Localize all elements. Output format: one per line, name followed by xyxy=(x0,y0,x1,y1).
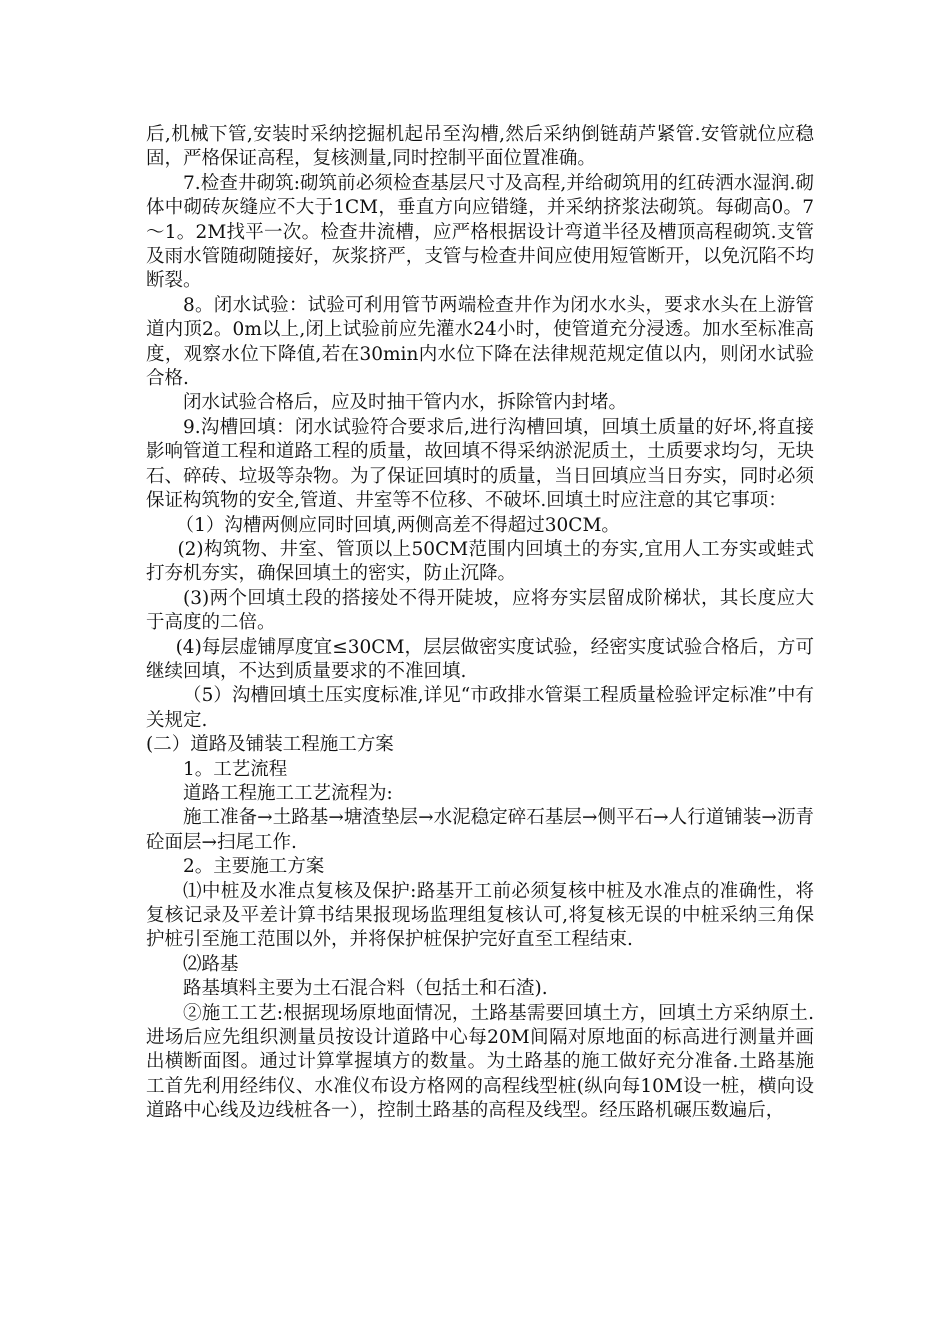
paragraph-process-flow-intro: 道路工程施工工艺流程为: xyxy=(183,782,393,804)
paragraph-center-stake-check: ⑴中桩及水准点复核及保护:路基开工前必须复核中桩及水准点的准确性，将复核记录及平差计算书结果报现场监理组复核认可,将复核无误的中桩采纳三角保护桩引至施工范围以外，并将保护桩保护完好直至工程结束. xyxy=(146,880,814,951)
subheading-roadbed: ⑵路基 xyxy=(183,953,239,975)
paragraph-construction-process: ②施工工艺:根据现场原地面情况，土路基需要回填土方，回填土方采纳原土.进场后应先组织测量员按设计道路中心每20M间隔对原地面的标高进行测量并画出横断面图。通过计算掌握填方的数量。为土路基的施工做好充分准备.土路基施工首先利用经纬仪、水准仪布设方格网的高程线型桩(纵向每10M设一桩，横向设道路中心线及边线桩各一），控制土路基的高程及线型。经压路机碾压数遍后， xyxy=(146,1002,814,1122)
list-item-backfill-4: (4)每层虚铺厚度宜≤30CM，层层做密实度试验，经密实度试验合格后，方可继续回填，不达到质量要求的不准回填. xyxy=(146,636,814,682)
section-heading-road-paving: (二）道路及铺装工程施工方案 xyxy=(146,734,394,756)
list-item-backfill-3: (3)两个回填土段的搭接处不得开陡坡，应将夯实层留成阶梯状，其长度应大于高度的二倍。 xyxy=(146,587,814,634)
list-item-backfill-1: （1）沟槽两侧应同时回填,两侧高差不得超过30CM。 xyxy=(175,514,620,536)
subheading-process-flow: 1。工艺流程 xyxy=(183,758,288,780)
document-body xyxy=(146,123,814,1124)
paragraph-trench-backfill: 9.沟槽回填：闭水试验符合要求后,进行沟槽回填，回填土质量的好坏,将直接影响管道工程和道路工程的质量，故回填不得采纳淤泥质土，土质要求均匀，无块石、碎砖、垃圾等杂物。为了保证回填时的质量，当日回填应当日夯实，同时必须保证构筑物的安全,管道、井室等不位移、不破坏.回填土时应注意的其它事项： xyxy=(146,416,814,512)
paragraph-closed-water-test: 8。闭水试验：试验可利用管节两端检查井作为闭水水头，要求水头在上游管道内顶2。0m以上,闭上试验前应先灌水24小时，使管道充分浸透。加水至标准高度，观察水位下降值,若在30min内水位下降在法律规范规定值以内，则闭水试验合格. xyxy=(146,294,814,390)
paragraph-process-flow-steps: 施工准备→土路基→塘渣垫层→水泥稳定碎石基层→侧平石→人行道铺装→沥青砼面层→扫尾工作. xyxy=(146,807,814,853)
subheading-main-construction-plan: 2。主要施工方案 xyxy=(183,856,325,878)
paragraph-closed-water-test-pass: 闭水试验合格后，应及时抽干管内水，拆除管内封堵。 xyxy=(183,392,628,414)
paragraph-roadbed-fill: 路基填料主要为土石混合料（包括土和石渣). xyxy=(183,978,548,1000)
paragraph-pipe-laying-continued: 后,机械下管,安装时采纳挖掘机起吊至沟槽,然后采纳倒链葫芦紧管.安管就位应稳固，严格保证高程，复核测量,同时控制平面位置准确。 xyxy=(146,124,814,170)
paragraph-inspection-well-masonry: 7.检查井砌筑:砌筑前必须检查基层尺寸及高程,并给砌筑用的红砖洒水湿润.砌体中砌砖灰缝应不大于1CM，垂直方向应错缝，并采纳挤浆法砌筑。每砌高0。7～1。2M找平一次。检查井流槽，应严格根据设计弯道半径及槽顶高程砌筑.支管及雨水管随砌随接好，灰浆挤严，支管与检查井间应使用短管断开，以免沉陷不均断裂。 xyxy=(146,172,814,292)
list-item-backfill-2: (2)构筑物、井室、管顶以上50CM范围内回填土的夯实,宜用人工夯实或蛙式打夯机夯实，确保回填土的密实，防止沉降。 xyxy=(146,538,814,585)
list-item-backfill-5: （5）沟槽回填土压实度标准,详见“市政排水管渠工程质量检验评定标准”中有关规定. xyxy=(146,685,814,731)
